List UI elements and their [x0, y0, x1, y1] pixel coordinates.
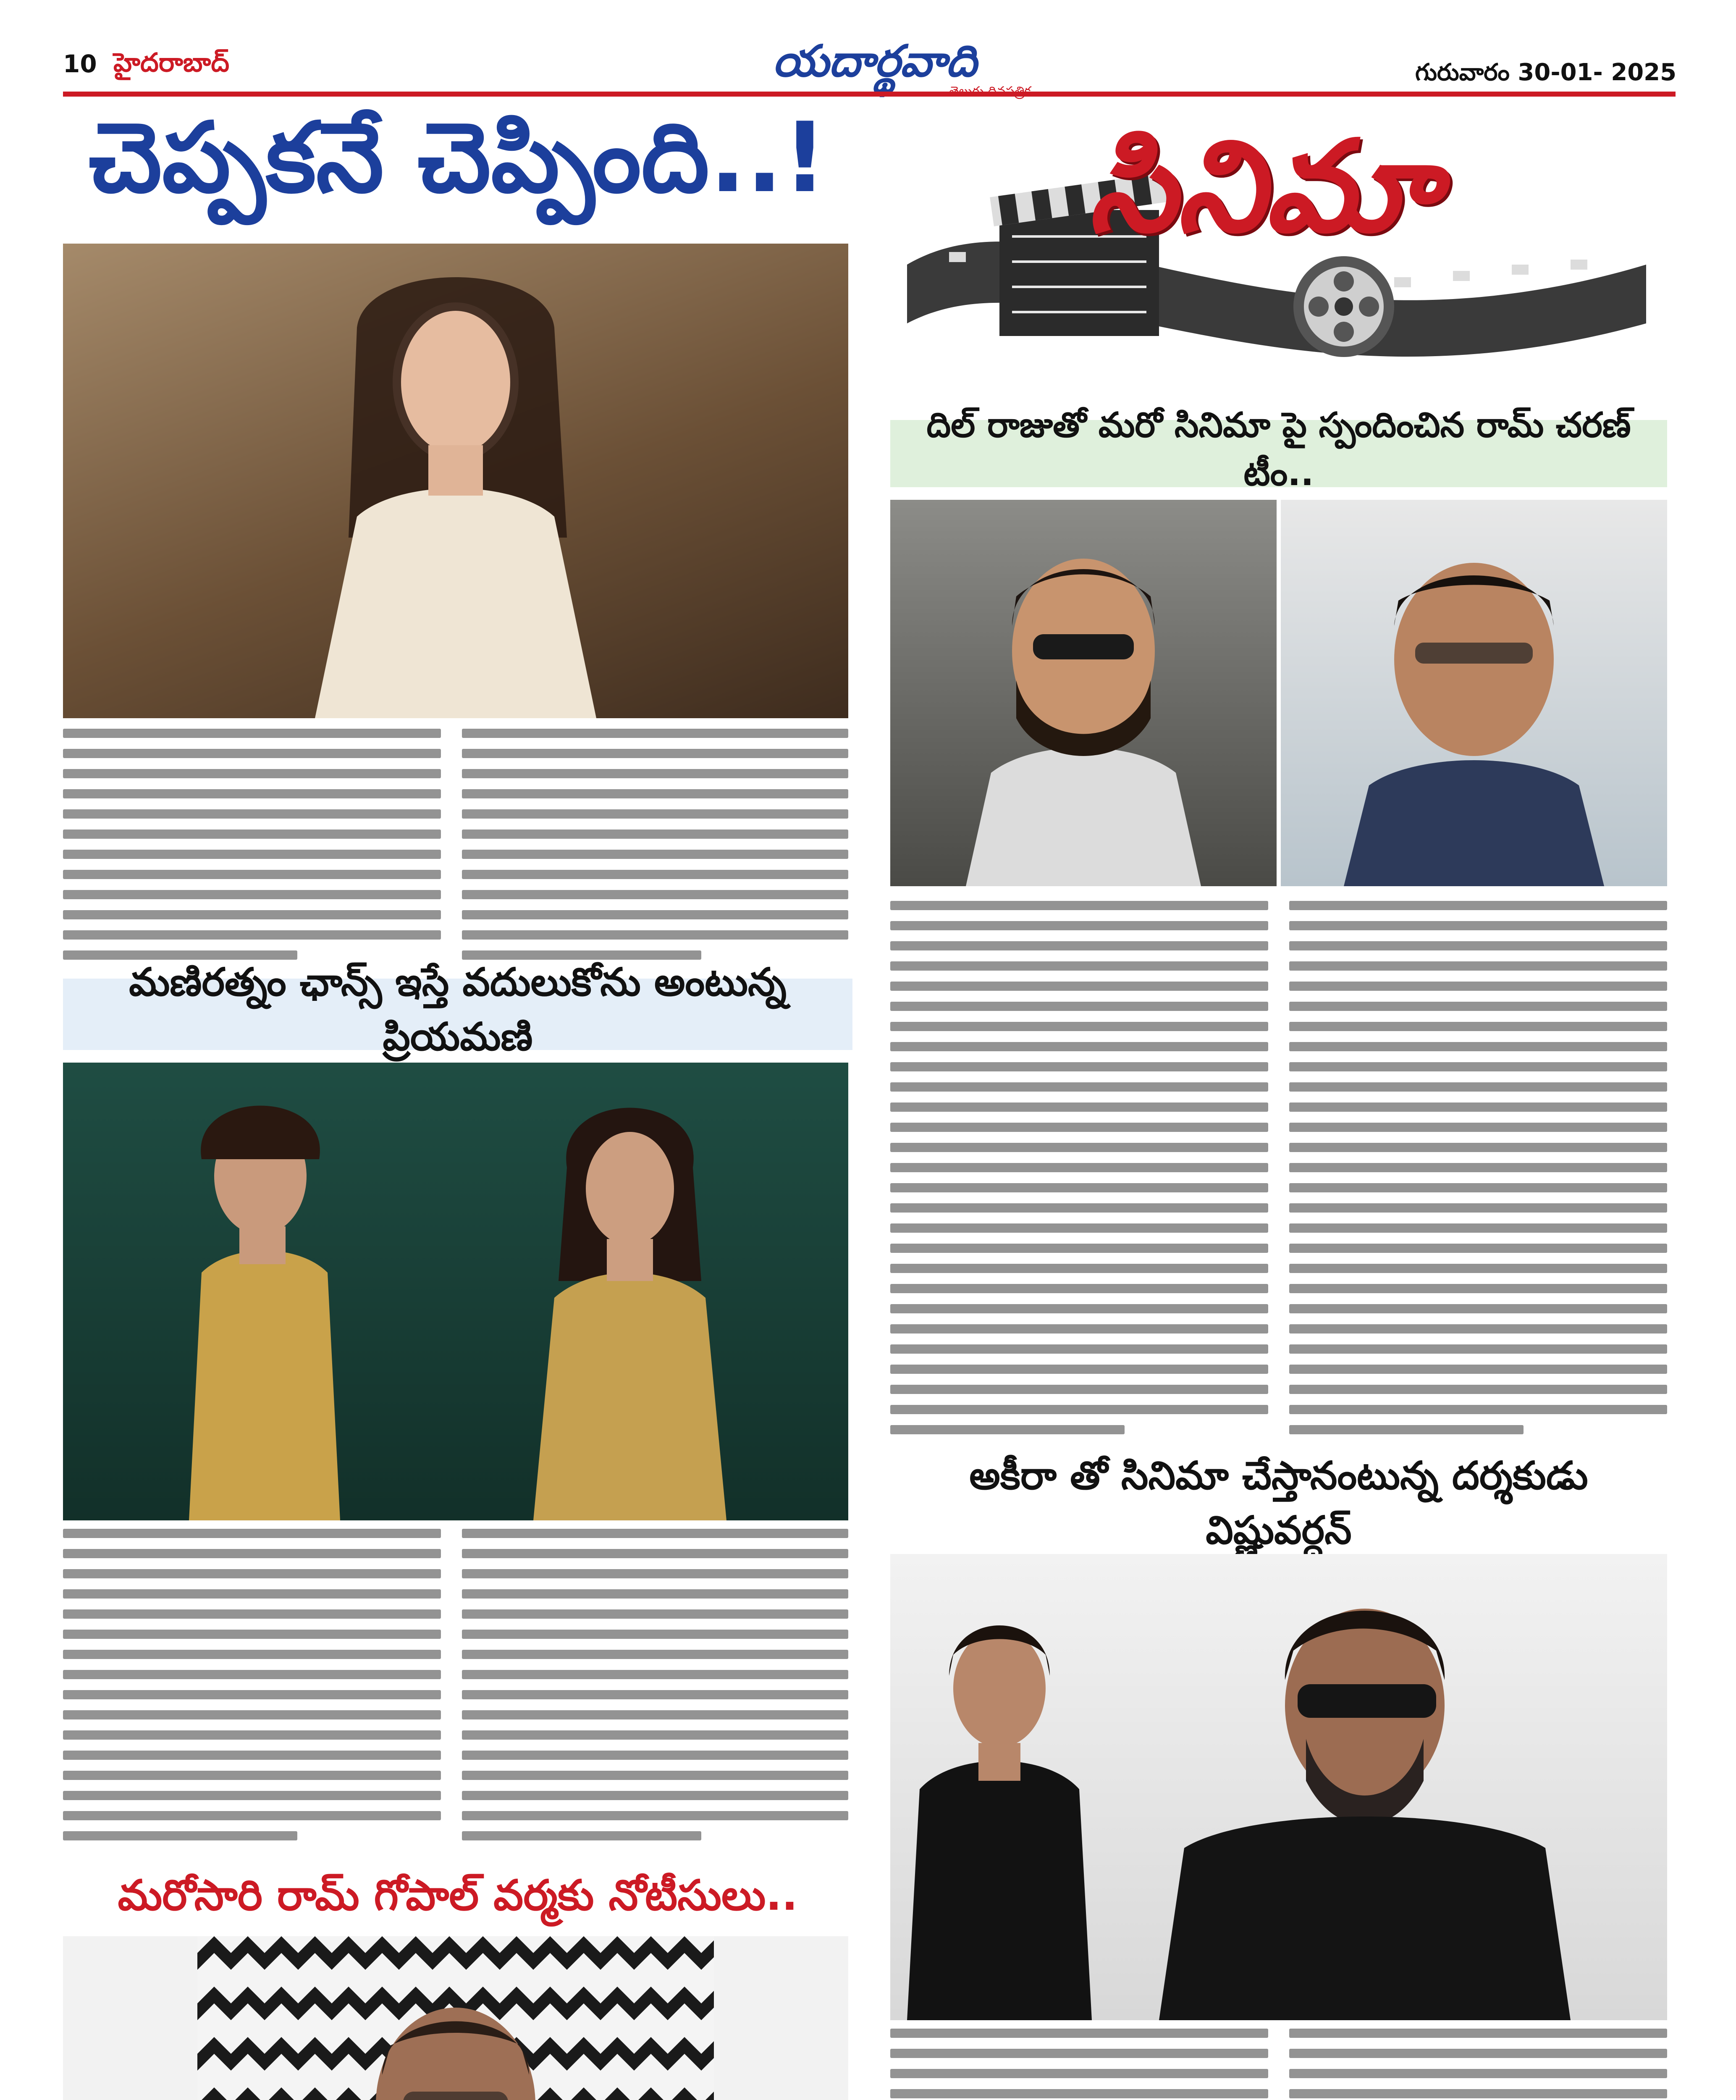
dilraju-photo [1281, 500, 1667, 886]
section-title-cinema: సినిమా [1088, 113, 1438, 260]
rashmika-photo [63, 244, 848, 718]
headline-priyamani: మణిరత్నం ఛాన్స్ ఇస్తే వదులుకోను అంటున్న ప్రియమణి [63, 979, 852, 1050]
issue-date: గురువారం 30-01- 2025 [1415, 59, 1677, 86]
page-number: 10 [63, 50, 97, 78]
rashmika-article-col2 [462, 729, 848, 964]
headline-rgv: మరోసారి రామ్ గోపాల్ వర్మకు నోటీసులు.. [118, 1871, 798, 1920]
ramcharan-photo [890, 500, 1277, 886]
priyamani-article-col2 [462, 1529, 848, 1865]
akira-vishnuvardhan-photo [890, 1554, 1667, 2020]
headline-rashmika: చెప్పకనే చెప్పింది..! [89, 102, 827, 214]
headline-ramcharan: దిల్ రాజుతో మరో సినిమా పై స్పందించిన రామ్ చరణ్ టీం.. [890, 420, 1667, 487]
rashmika-article-col1 [63, 729, 441, 964]
paper-logo: యదార్థవాది [773, 35, 977, 87]
priyamani-photo [63, 1063, 848, 1520]
masthead-rule [63, 92, 1676, 97]
ramcharan-article-col1 [890, 901, 1268, 1460]
cinema-section-banner [890, 113, 1667, 403]
city-label: హైదరాబాద్ [113, 47, 230, 78]
akira-article-col2 [1289, 2029, 1667, 2100]
rgv-photo [63, 1936, 848, 2100]
ramcharan-article-col2 [1289, 901, 1667, 1460]
akira-article-col1 [890, 2029, 1268, 2100]
priyamani-article-col1 [63, 1529, 441, 1865]
headline-akira: అకీరా తో సినిమా చేస్తానంటున్న దర్శకుడు విష్ణువర్ధన్ [969, 1453, 1588, 1553]
